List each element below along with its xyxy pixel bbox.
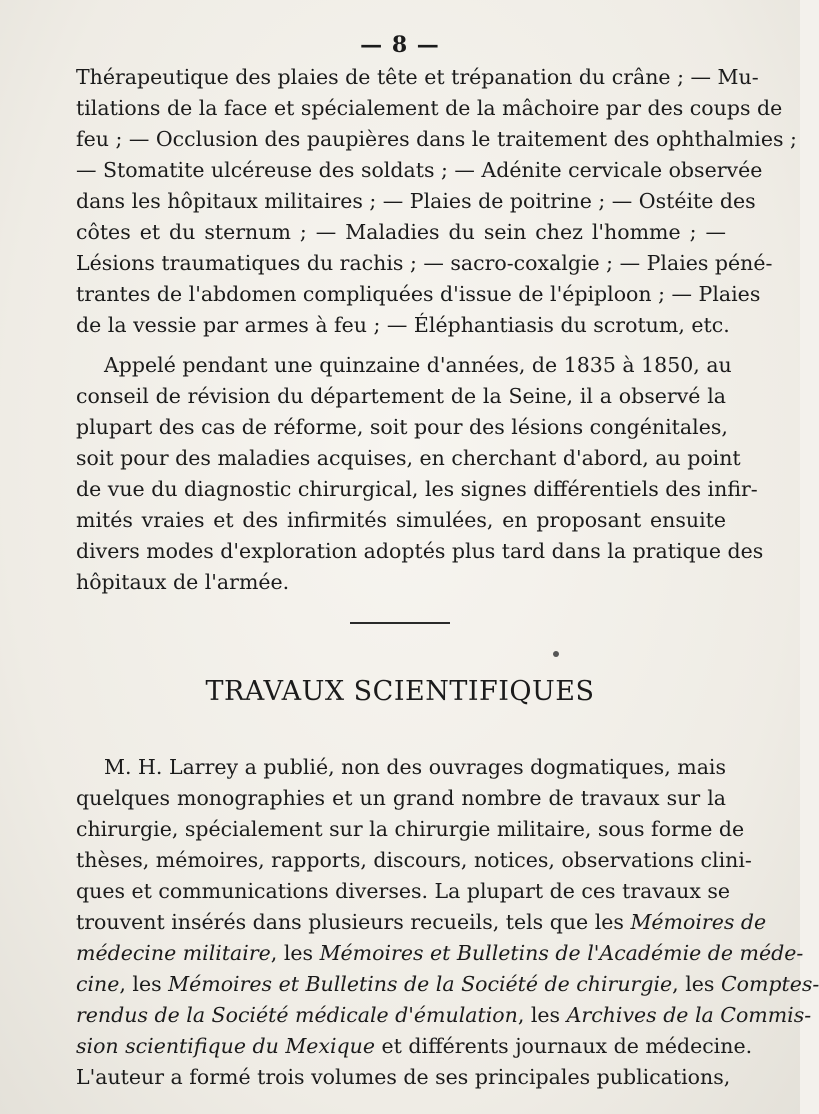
italic-title: Mémoires et Bulletins de l'Académie de méde- [319, 941, 804, 965]
text-line: côtes et du sternum ; — Maladies du sein chez l'homme ; — [76, 220, 726, 244]
text-line [76, 907, 767, 938]
text-line: feu ; — Occlusion des paupières dans le traitement des ophthalmies ; [76, 127, 797, 151]
text-span: , les [270, 941, 314, 965]
italic-title: cine [76, 972, 120, 996]
italic-title: Mémoires et Bulletins de la Société de chirurgie [168, 972, 673, 996]
text-line: ques et communications diverses. La plupart de ces travaux se [76, 879, 731, 903]
section-divider [350, 622, 450, 624]
text-line: divers modes d'exploration adoptés plus tard dans la pratique des [76, 539, 764, 563]
section-heading: TRAVAUX SCIENTIFIQUES [205, 676, 595, 707]
text-line: de vue du diagnostic chirurgical, les signes différentiels des infir- [76, 477, 758, 501]
italic-title: sion scientifique du Mexique [76, 1034, 376, 1058]
text-span: , les [672, 972, 715, 996]
text-line: — Stomatite ulcéreuse des soldats ; — Adénite cervicale observée [76, 158, 763, 182]
paragraph-travaux [76, 752, 819, 1093]
text-line: thèses, mémoires, rapports, discours, notices, observations clini- [76, 848, 752, 872]
text-line [76, 938, 804, 969]
text-line [76, 1000, 812, 1031]
page-number: — 8 — [360, 32, 440, 58]
text-line: Lésions traumatiques du rachis ; — sacro-coxalgie ; — Plaies péné- [76, 251, 773, 275]
text-line: L'auteur a formé trois volumes de ses principales publications, [76, 1065, 731, 1089]
text-line: dans les hôpitaux militaires ; — Plaies de poitrine ; — Ostéite des [76, 189, 756, 213]
text-line: trantes de l'abdomen compliquées d'issue de l'épiploon ; — Plaies [76, 282, 761, 306]
text-span: , les [517, 1003, 561, 1027]
text-line: conseil de révision du département de la Seine, il a observé la [76, 384, 726, 408]
text-span: , les [119, 972, 162, 996]
text-line: quelques monographies et un grand nombre de travaux sur la [76, 786, 726, 810]
text-line: Thérapeutique des plaies de tête et trépanation du crâne ; — Mu- [76, 65, 759, 89]
italic-title: Mémoires de [630, 910, 767, 934]
text-line: hôpitaux de l'armée. [76, 570, 290, 594]
text-line: de la vessie par armes à feu ; — Éléphantiasis du scrotum, etc. [76, 313, 730, 337]
text-line: Appelé pendant une quinzaine d'années, de 1835 à 1850, au [104, 353, 732, 377]
italic-title: rendus de la Société médicale d'émulation [76, 1003, 518, 1027]
text-line: M. H. Larrey a publié, non des ouvrages dogmatiques, mais [104, 755, 726, 779]
text-line: soit pour des maladies acquises, en cherchant d'abord, au point [76, 446, 741, 470]
text-line: mités vraies et des infirmités simulées, en proposant ensuite [76, 508, 726, 532]
paragraph-conseil [76, 350, 764, 598]
text-line [76, 969, 819, 1000]
text-line: tilations de la face et spécialement de la mâchoire par des coups de [76, 96, 783, 120]
italic-title: Archives de la Commis- [566, 1003, 812, 1027]
text-line [76, 1031, 753, 1062]
ink-speck [553, 651, 559, 657]
paragraph-topics [76, 62, 797, 341]
text-span: trouvent insérés dans plusieurs recueils, tels que les [76, 910, 624, 934]
text-span: et différents journaux de médecine. [375, 1034, 753, 1058]
italic-title: Comptes- [720, 972, 819, 996]
text-line: plupart des cas de réforme, soit pour des lésions congénitales, [76, 415, 728, 439]
italic-title: médecine militaire [76, 941, 271, 965]
text-line: chirurgie, spécialement sur la chirurgie militaire, sous forme de [76, 817, 745, 841]
